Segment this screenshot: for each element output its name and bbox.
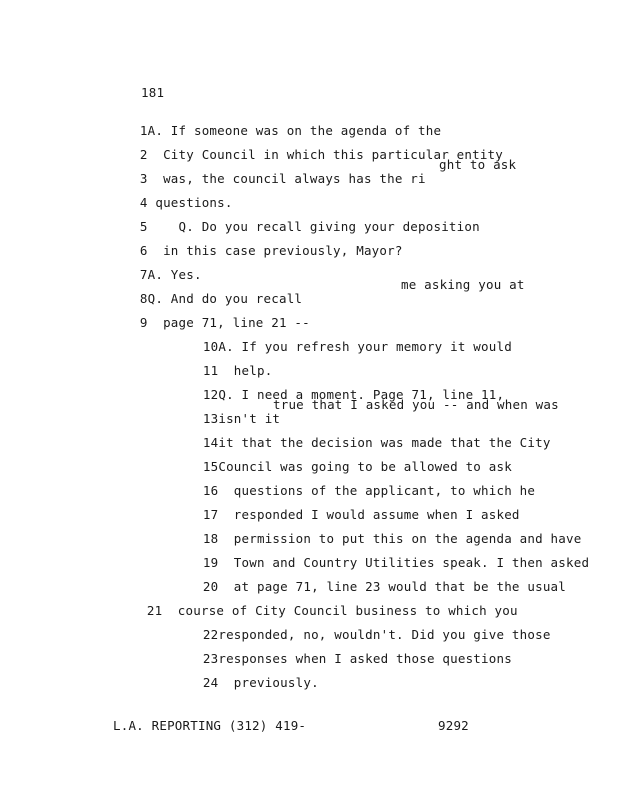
line-text: 21 course of City Council business to which you — [146, 603, 518, 618]
line-text: 6 in this case previously, Mayor? — [139, 243, 403, 258]
line-text: 19 Town and Country Utilities speak. I then asked — [202, 555, 590, 570]
line-text: 20 at page 71, line 23 would that be the usual — [202, 579, 567, 594]
line-text-continued: me asking you at — [401, 277, 525, 292]
line-text: 22responded, no, wouldn't. Did you give those — [202, 627, 551, 642]
line-text: 14it that the decision was made that the City — [202, 435, 551, 450]
line-text: 18 permission to put this on the agenda and have — [202, 531, 582, 546]
line-text: 3 was, the council always has the ri — [139, 171, 426, 186]
line-text: 23responses when I asked those questions — [202, 651, 512, 666]
reporter-phone-suffix: 9292 — [438, 718, 469, 733]
page-number: 181 — [141, 85, 165, 100]
line-text: 16 questions of the applicant, to which he — [202, 483, 536, 498]
line-text: 11 help. — [202, 363, 273, 378]
line-text-continued: ght to ask — [439, 157, 517, 172]
reporter-footer — [113, 719, 533, 733]
transcript-line-24 — [172, 662, 319, 704]
line-text: 13isn't it — [202, 411, 281, 426]
line-text: 2 City Council in which this particular entity — [139, 147, 504, 162]
reporter-name-phone: L.A. REPORTING (312) 419- — [113, 718, 307, 733]
line-text: 1A. If someone was on the agenda of the — [139, 123, 442, 138]
line-text: 7A. Yes. — [139, 267, 202, 282]
line-text: 12Q. I need a moment. Page 71, line 11, — [202, 387, 505, 402]
line-text: 17 responded I would assume when I asked — [202, 507, 520, 522]
line-text: 10A. If you refresh your memory it would — [202, 339, 512, 354]
line-text: 5 Q. Do you recall giving your deposition — [139, 219, 480, 234]
line-text: 8Q. And do you recall — [139, 291, 303, 306]
line-text-continued: true that I asked you -- and when was — [273, 397, 559, 412]
line-text: 24 previously. — [202, 675, 319, 690]
line-text: 4 questions. — [139, 195, 233, 210]
line-text: 15Council was going to be allowed to ask — [202, 459, 512, 474]
line-text: 9 page 71, line 21 -- — [139, 315, 310, 330]
